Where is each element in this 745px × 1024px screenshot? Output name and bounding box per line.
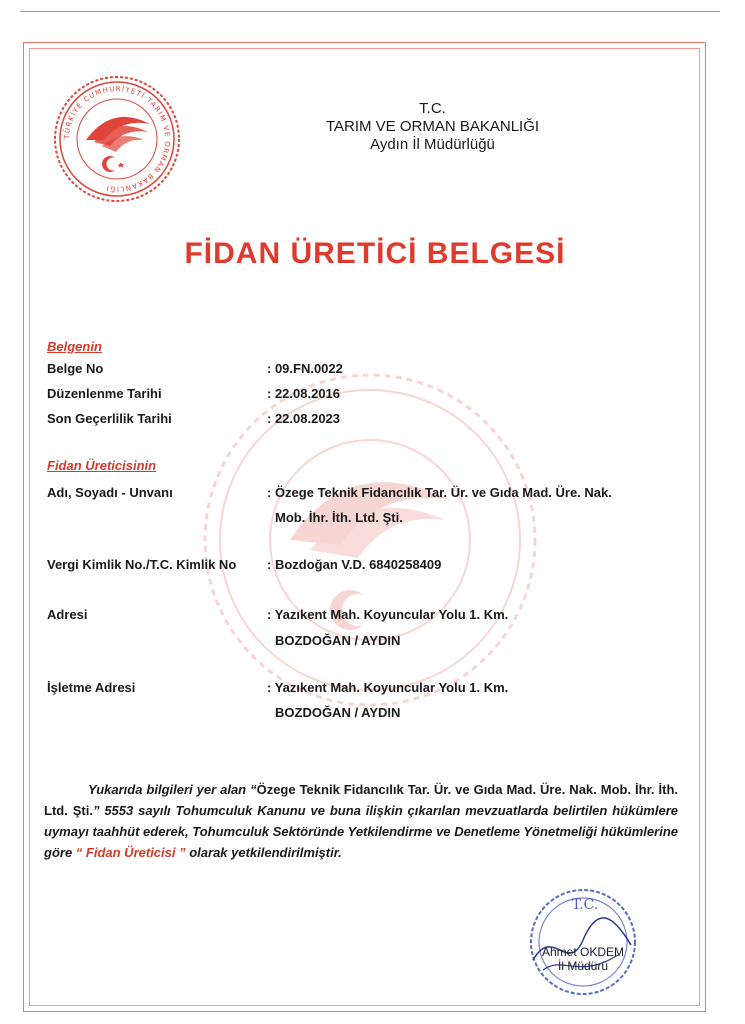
statement-part1: Yukarıda bilgileri yer alan “ xyxy=(88,782,257,797)
section-belgenin: Belgenin xyxy=(47,339,102,354)
name-value-line2: Mob. İhr. İth. Ltd. Şti. xyxy=(275,510,403,525)
document-title: FİDAN ÜRETİCİ BELGESİ xyxy=(184,237,566,270)
top-rule xyxy=(20,11,720,12)
signatory-name: Ahmet OKDEM xyxy=(541,945,625,959)
expiry-date-label: Son Geçerlilik Tarihi xyxy=(47,411,172,426)
issue-date-label: Düzenlenme Tarihi xyxy=(47,386,162,401)
address-label: Adresi xyxy=(47,607,88,622)
address-line2: BOZDOĞAN / AYDIN xyxy=(275,633,401,648)
authorization-statement xyxy=(44,779,678,863)
header-directorate: Aydın İl Müdürlüğü xyxy=(370,136,495,153)
belge-no-label: Belge No xyxy=(47,361,104,376)
address-line1: : Yazıkent Mah. Koyuncular Yolu 1. Km. xyxy=(267,607,509,622)
stamp-text: T.C. xyxy=(571,897,599,913)
expiry-date-value: : 22.08.2023 xyxy=(267,411,341,426)
statement-role: “ Fidan Üreticisi ” xyxy=(75,845,186,860)
official-stamp xyxy=(523,885,643,1000)
signatory xyxy=(533,945,633,973)
header-ministry: TARIM VE ORMAN BAKANLIĞI xyxy=(325,118,540,135)
section-producer: Fidan Üreticisinin xyxy=(47,458,157,473)
signatory-title: İl Müdürü xyxy=(557,959,609,973)
issuer-header xyxy=(250,100,615,154)
statement-part3: olarak yetkilendirilmiştir. xyxy=(185,845,342,860)
tax-id-label: Vergi Kimlik No./T.C. Kimlik No xyxy=(47,557,237,572)
header-tc: T.C. xyxy=(419,100,446,117)
statement-part2: ” 5553 sayılı Tohumculuk Kanunu ve buna ilişkin çıkarılan mevzuatlarda belirtilen hükümlere uymayı taahhüt ederek, Tohumculuk Sektöründe Yetkilendirme ve Denetleme Yönetmeliği hükümlerine göre xyxy=(44,803,678,860)
ministry-seal-logo xyxy=(52,74,182,204)
name-value-line1: : Özege Teknik Fidancılık Tar. Ür. ve Gıda Mad. Üre. Nak. xyxy=(267,485,612,500)
issue-date-value: : 22.08.2016 xyxy=(267,386,341,401)
belge-no-value: : 09.FN.0022 xyxy=(267,361,343,376)
business-address-label: İşletme Adresi xyxy=(47,680,136,695)
svg-text:TÜRKİYE CUMHURİYETİ TARIM VE O: TÜRKİYE CUMHURİYETİ TARIM VE ORMAN BAKANLIĞI xyxy=(62,84,172,194)
business-address-line2: BOZDOĞAN / AYDIN xyxy=(275,705,401,720)
watermark-seal-logo xyxy=(200,370,540,710)
statement-company: Özege Teknik Fidancılık Tar. Ür. ve Gıda Mad. Üre. Nak. Mob. İhr. İth. Ltd. Şti. xyxy=(44,782,679,818)
name-label: Adı, Soyadı - Unvanı xyxy=(47,485,173,500)
business-address-line1: : Yazıkent Mah. Koyuncular Yolu 1. Km. xyxy=(267,680,509,695)
tax-id-value: : Bozdoğan V.D. 6840258409 xyxy=(267,557,442,572)
